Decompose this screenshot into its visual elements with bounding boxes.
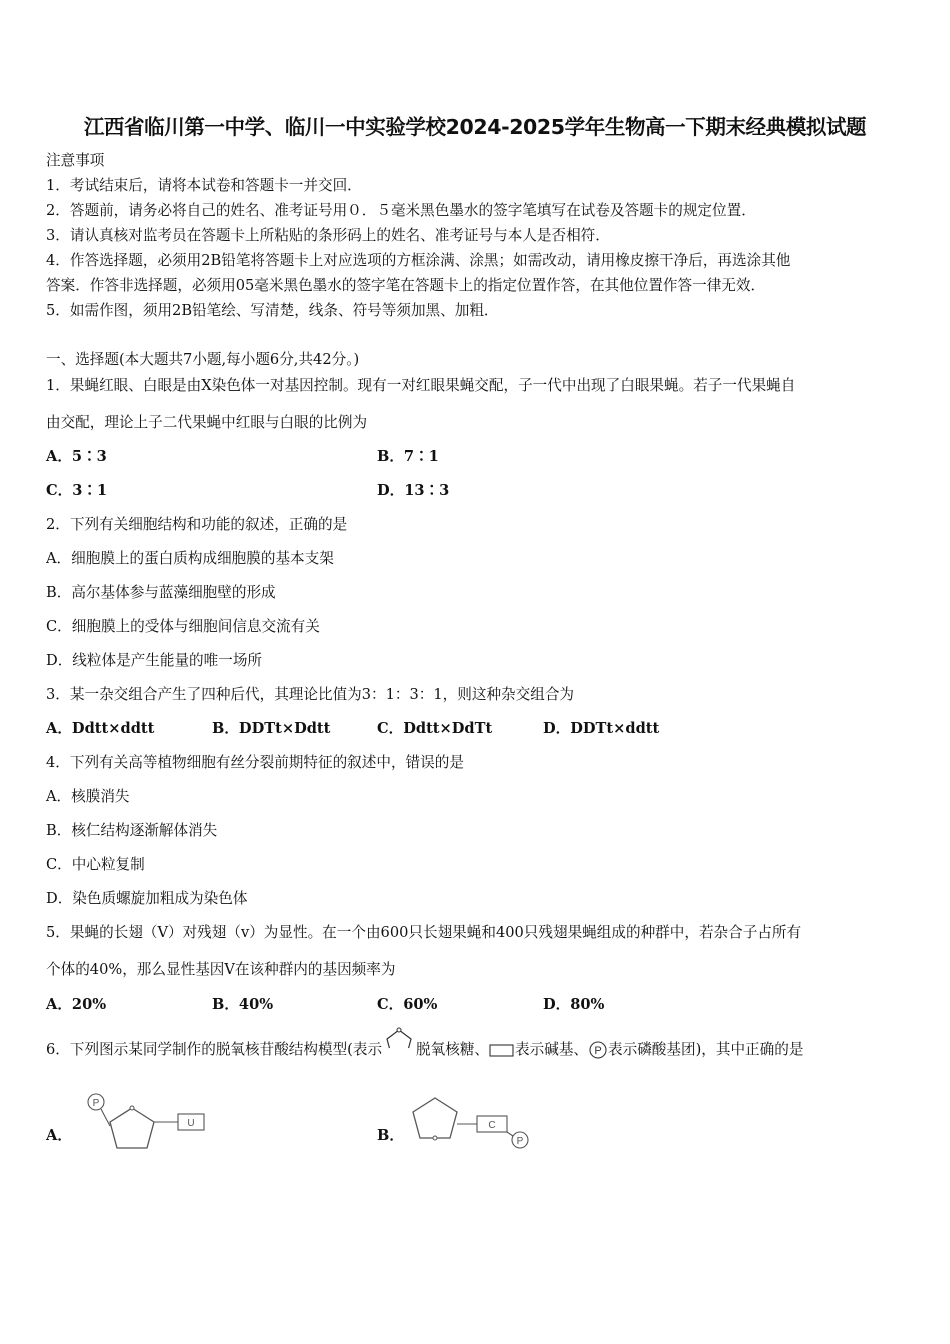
option-b-phosphate-text: P [516, 1136, 524, 1147]
q3-option-a: A．Ddtt×ddtt [46, 720, 155, 737]
q5-stem-line2: 个体的40%，那么显性基因V在该种群内的基因频率为 [46, 961, 396, 978]
notice-item-4-cont: 答案．作答非选择题，必须用05毫米黑色墨水的签字笔在答题卡上的指定位置作答，在其他位置作答一律无效． [46, 277, 766, 294]
q2-stem: 2．下列有关细胞结构和功能的叙述，正确的是 [46, 516, 348, 533]
q4-option-b: B．核仁结构逐渐解体消失 [46, 822, 218, 839]
q6-stem-part1: 6．下列图示某同学制作的脱氧核苷酸结构模型(表示 [46, 1041, 383, 1058]
q6-stem-part4: 表示磷酸基团)，其中正确的是 [608, 1041, 804, 1058]
q5-stem-line1: 5．果蝇的长翅（V）对残翅（v）为显性。在一个由600只长翅果蝇和400只残翅果蝇组成的种群中，若杂合子占所有 [46, 924, 802, 941]
q2-option-c: C．细胞膜上的受体与细胞间信息交流有关 [46, 618, 320, 635]
q1-option-d: D．13∶3 [377, 482, 450, 499]
q1-option-b: B．7∶1 [377, 448, 439, 465]
q6-option-b-diagram [405, 1094, 535, 1156]
phosphate-label: P [594, 1045, 602, 1057]
notice-item-2: 2．答题前，请务必将自己的姓名、准考证号用０．５毫米黑色墨水的签字笔填写在试卷及答题卡的规定位置． [46, 202, 756, 219]
q6-stem-part2: 脱氧核糖、 [416, 1041, 490, 1058]
option-a-phosphate-text: P [92, 1098, 100, 1109]
exam-title: 江西省临川第一中学、临川一中实验学校2024-2025学年生物高一下期末经典模拟试题 [83, 115, 867, 139]
section-heading: 一、选择题(本大题共7小题,每小题6分,共42分。) [46, 351, 360, 368]
notice-item-5: 5．如需作图，须用2B铅笔绘、写清楚，线条、符号等须加黑、加粗． [46, 302, 499, 319]
q5-option-c: C．60% [377, 996, 438, 1013]
q6-option-a-label: A． [46, 1127, 72, 1144]
q3-stem: 3．某一杂交组合产生了四种后代，其理论比值为3：1：3：1，则这种杂交组合为 [46, 686, 575, 703]
q6-stem [46, 1040, 803, 1060]
notice-item-3: 3．请认真核对监考员在答题卡上所粘贴的条形码上的姓名、准考证号与本人是否相符． [46, 227, 610, 244]
q1-option-c: C．3∶1 [46, 482, 108, 499]
pentagon-sugar-icon [382, 1026, 416, 1060]
q6-option-a-diagram [80, 1090, 210, 1156]
q4-option-a: A．核膜消失 [46, 788, 130, 805]
q1-stem-line1: 1．果蝇红眼、白眼是由X染色体一对基因控制。现有一对红眼果蝇交配，子一代中出现了白眼果蝇。若子一代果蝇自 [46, 377, 796, 394]
q1-option-a: A．5∶3 [46, 448, 107, 465]
q2-option-a: A．细胞膜上的蛋白质构成细胞膜的基本支架 [46, 550, 334, 567]
q4-stem: 4．下列有关高等植物细胞有丝分裂前期特征的叙述中，错误的是 [46, 754, 464, 771]
q3-option-c: C．Ddtt×DdTt [377, 720, 493, 737]
option-b-base-text: C [488, 1120, 496, 1131]
phosphate-circle-icon [588, 1040, 608, 1060]
notice-heading: 注意事项 [46, 152, 105, 169]
q5-option-a: A．20% [46, 996, 107, 1013]
q2-option-b: B．高尔基体参与蓝藻细胞壁的形成 [46, 584, 276, 601]
q6-stem-part3: 表示碱基、 [515, 1041, 589, 1058]
q2-option-d: D．线粒体是产生能量的唯一场所 [46, 652, 263, 669]
q1-stem-line2: 由交配，理论上子二代果蝇中红眼与白眼的比例为 [46, 414, 368, 431]
q3-option-d: D．DDTt×ddtt [543, 720, 660, 737]
q5-option-d: D．80% [543, 996, 605, 1013]
q6-option-b-label: B． [377, 1127, 404, 1144]
notice-item-4: 4．作答选择题，必须用2B铅笔将答题卡上对应选项的方框涂满、涂黑；如需改动，请用橡皮擦干净后，再选涂其他 [46, 252, 791, 269]
rectangle-base-icon [489, 1042, 515, 1058]
q5-option-b: B．40% [212, 996, 274, 1013]
q4-option-c: C．中心粒复制 [46, 856, 145, 873]
q4-option-d: D．染色质螺旋加粗成为染色体 [46, 890, 248, 907]
option-a-base-text: U [187, 1118, 195, 1129]
notice-item-1: 1．考试结束后，请将本试卷和答题卡一并交回． [46, 177, 362, 194]
q3-option-b: B．DDTt×Ddtt [212, 720, 331, 737]
